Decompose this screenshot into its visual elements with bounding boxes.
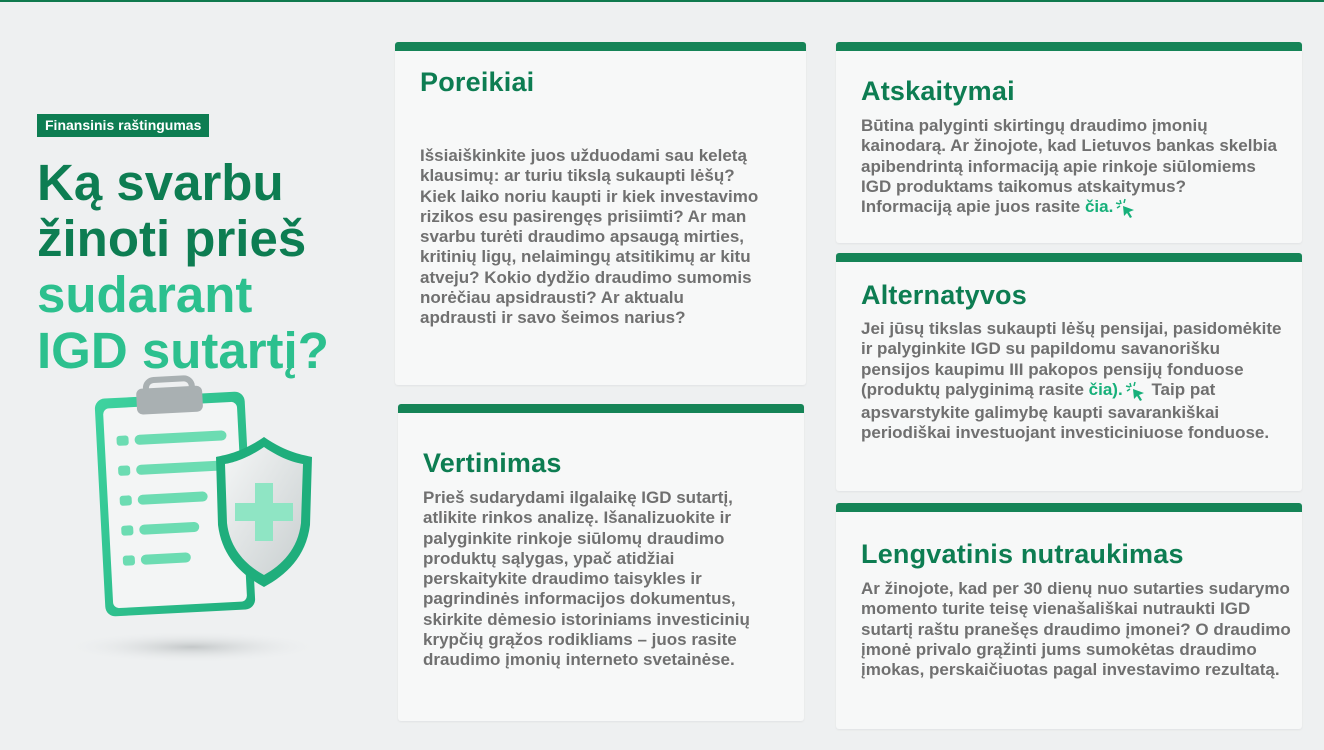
card-body: Prieš sudarydami ilgalaikę IGD sutartį, atlikite rinkos analizę. Išanalizuokite ir palyginkite rinkoje siūlomų draudimo produktų sąlygas, ypač atidžiai perskaitykite draudimo taisykles ir pagrindinės informacijos dokumentus, skirkite dėmesio istoriniams investicinių krypčių grąžos rodikliams – juos rasite draudimo įmonių interneto svetainėse.: [423, 488, 750, 670]
card-body: Ar žinojote, kad per 30 dienų nuo sutarties sudarymo momento turite teisę vienašališkai nutraukti IGD sutartį raštu pranešęs draudimo įmonei? O draudimo įmonė privalo grąžinti jums sumokėtas draudimo įmokas, perskaičiuotas pagal investavimo rezultatą.: [861, 579, 1291, 680]
title-line-1: Ką svarbu: [37, 154, 284, 211]
card-title: Poreikiai: [420, 67, 535, 97]
card-accent-bar: [836, 42, 1302, 51]
card-title: Lengvatinis nutraukimas: [861, 539, 1184, 569]
card-body: [861, 319, 1291, 443]
atskaitymai-link[interactable]: čia.: [1084, 197, 1114, 217]
card-body-text: Jei jūsų tikslas sukaupti lėšų pensijai, pasidomėkite ir palyginkite IGD su papildomu savanorišku pensijos kaupimu III pakopos pensijų fonduose (produktų palyginimą rasite: [861, 319, 1282, 399]
card-body-text-after: Taip pat apsvarstykite galimybę kaupti savarankiškai periodiškai investuojant investiciniuose fonduose.: [861, 379, 1270, 443]
card-title: Atskaitymai: [861, 76, 1015, 106]
card-accent-bar: [836, 503, 1302, 512]
card-body: [861, 116, 1281, 220]
title-line-2: žinoti prieš: [37, 210, 307, 267]
card-body: Išsiaiškinkite juos užduodami sau keletą klausimų: ar turiu tikslą sukaupti lėšų? Kiek laiko noriu kaupti ir kiek investavimo rizikos esu pasirengęs prisiimti? Ar man svarbu turėti draudimo apsaugą mirties, kritinių ligų, nelaimingų atsitikimų ar kitu atveju? Kokio dydžio draudimo sumomis norėčiau apsidrausti? Ar aktualu apdrausti ir savo šeimos narius?: [420, 146, 759, 328]
page-title: [37, 155, 382, 379]
card-accent-bar: [395, 42, 806, 51]
card-lengvatinis-nutraukimas: [836, 503, 1302, 729]
clipboard-shield-plus-icon: [42, 365, 342, 670]
card-title: Alternatyvos: [861, 280, 1027, 310]
click-cursor-icon: [1125, 381, 1147, 403]
title-line-4: IGD sutartį?: [37, 322, 329, 379]
card-title: Vertinimas: [423, 448, 562, 478]
card-body-text: Būtina palyginti skirtingų draudimo įmonių kainodarą. Ar žinojote, kad Lietuvos bankas skelbia apibendrintą informaciją apie rinkoje siūlomiems IGD produktams taikomus atskaitymus? Informaciją apie juos rasite: [861, 116, 1278, 217]
title-line-3: sudarant: [37, 266, 253, 323]
category-tag: Finansinis raštingumas: [37, 114, 209, 137]
card-alternatyvos: [836, 253, 1302, 491]
card-poreikiai: [395, 42, 806, 385]
top-divider: [0, 0, 1324, 2]
card-accent-bar: [398, 404, 804, 413]
alternatyvos-link[interactable]: čia).: [1088, 379, 1123, 399]
card-accent-bar: [836, 253, 1302, 262]
card-vertinimas: [398, 404, 804, 721]
click-cursor-icon: [1115, 198, 1137, 220]
card-atskaitymai: [836, 42, 1302, 243]
